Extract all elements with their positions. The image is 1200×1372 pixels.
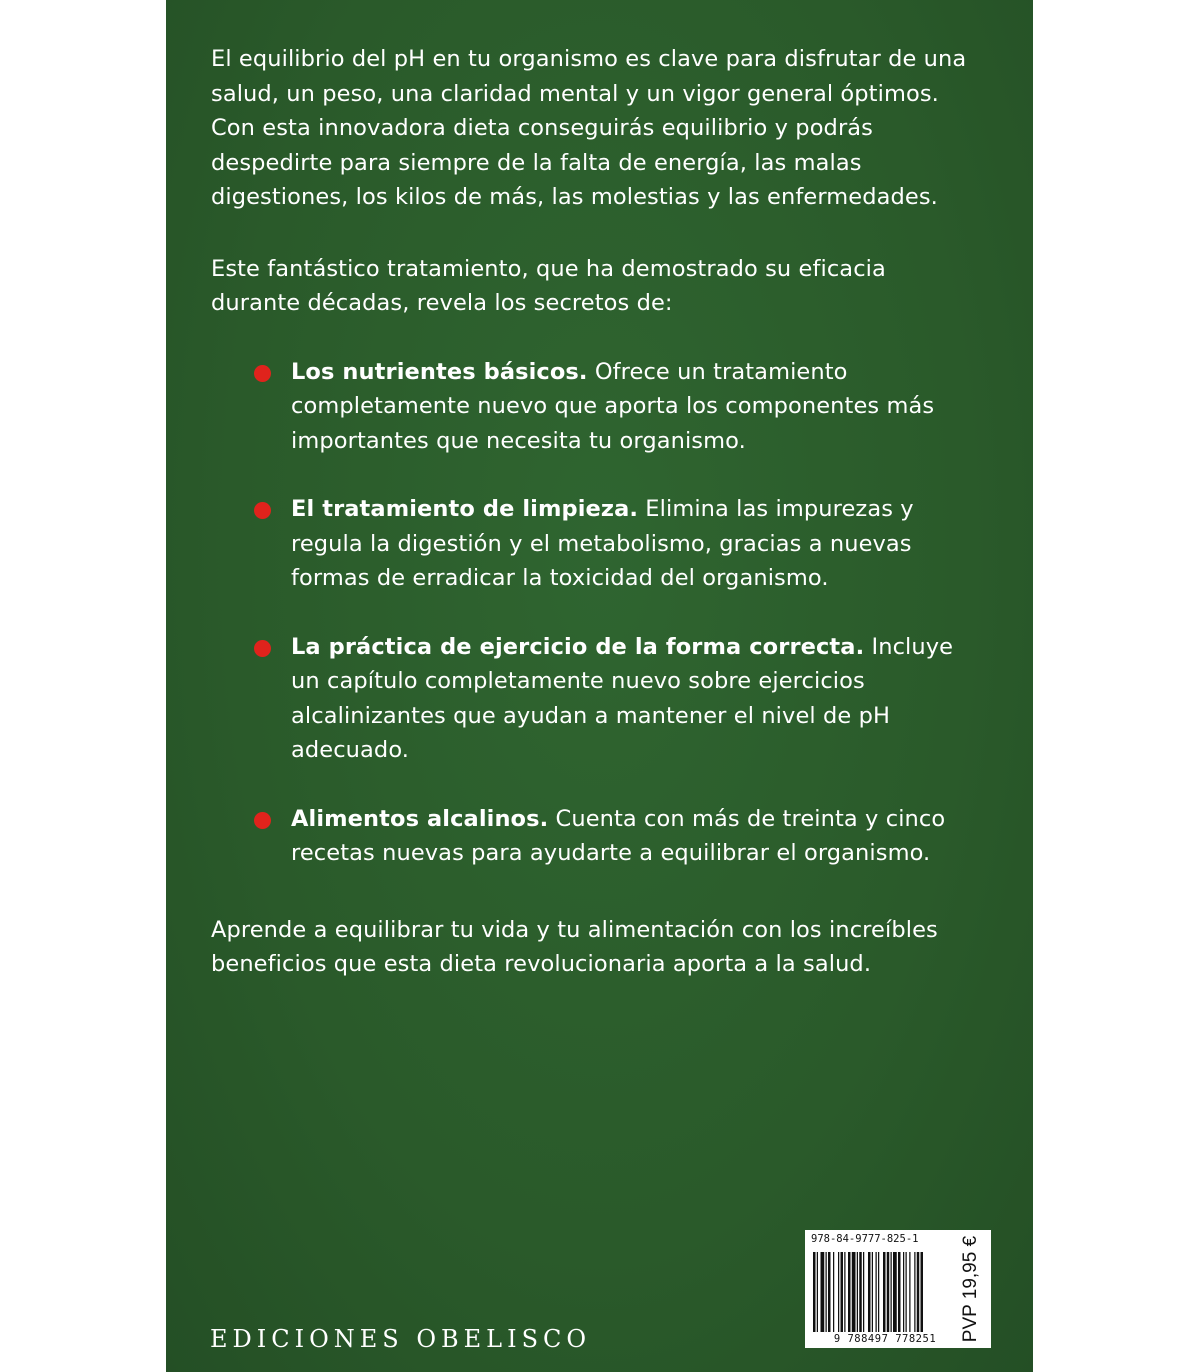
barcode-bar [859, 1252, 862, 1332]
bullet-title: Alimentos alcalinos. [291, 805, 549, 832]
lead-paragraph: Este fantástico tratamiento, que ha demostrado su eficacia durante décadas, revela los secretos de: [211, 255, 886, 316]
list-item [211, 630, 976, 768]
barcode-bar [921, 1252, 924, 1332]
barcode-icon [813, 1252, 955, 1332]
barcode-bar [893, 1252, 897, 1332]
barcode-bar [821, 1252, 825, 1332]
bullet-title: La práctica de ejercicio de la forma correcta. [291, 633, 865, 660]
bullet-dot-icon [254, 812, 271, 829]
barcode-bar [838, 1252, 839, 1332]
list-item [211, 492, 976, 596]
barcode-bar [848, 1252, 851, 1332]
bullet-text: Incluye un capítulo completamente nuevo sobre ejercicios alcalinizantes que ayudan a mantener el nivel de pH adecuado. [291, 633, 954, 763]
barcode-bar [841, 1252, 844, 1332]
barcode-bar [898, 1252, 901, 1332]
barcode-bar [903, 1252, 904, 1332]
barcode-bar [909, 1252, 910, 1332]
barcode-bar [914, 1252, 915, 1332]
barcode-bar [876, 1252, 877, 1332]
barcode-bar [878, 1252, 879, 1332]
intro-paragraph: El equilibrio del pH en tu organismo es clave para disfrutar de una salud, un peso, una claridad mental y un vigor general óptimos. Con esta innovadora dieta conseguirás equilibrio y podrás despedirte para siempre de la falta de energía, las malas digestiones, los kilos de más, las molestias y las enfermedades. [211, 46, 967, 210]
price-label: PVP 19,95 € [960, 1235, 981, 1343]
barcode-bar [883, 1252, 886, 1332]
barcode-bar [813, 1252, 816, 1332]
barcode-bar [863, 1252, 864, 1332]
barcode-bar [906, 1252, 907, 1332]
bullet-dot-icon [254, 640, 271, 657]
bullet-text: Cuenta con más de treinta y cinco recetas nuevas para ayudarte a equilibrar el organismo. [291, 805, 946, 866]
publisher-name: EDICIONES OBELISCO [210, 1325, 592, 1353]
bullet-dot-icon [254, 365, 271, 382]
barcode-bar [917, 1252, 920, 1332]
cover-text [211, 42, 976, 982]
bullet-title: El tratamiento de limpieza. [291, 496, 639, 522]
barcode-bar [826, 1252, 827, 1332]
bullet-title: Los nutrientes básicos. [291, 358, 588, 385]
isbn-label: 978-84-9777-825-1 [811, 1233, 919, 1245]
barcode-bar [817, 1252, 818, 1332]
feature-list [211, 355, 976, 871]
barcode-bar [891, 1252, 892, 1332]
list-item [211, 355, 976, 459]
barcode-bar [872, 1252, 873, 1332]
bullet-text: Elimina las impurezas y regula la digestión y el metabolismo, gracias a nuevas formas de erradicar la toxicidad del organismo. [291, 496, 914, 591]
barcode-bar [833, 1252, 834, 1332]
barcode-box [805, 1230, 991, 1348]
barcode-bar [887, 1252, 890, 1332]
barcode-bar [844, 1252, 845, 1332]
closing-paragraph: Aprende a equilibrar tu vida y tu alimentación con los increíbles beneficios que esta dieta revolucionaria aporta a la salud. [211, 916, 938, 977]
barcode-bar [828, 1252, 831, 1332]
barcode-bar [868, 1252, 871, 1332]
barcode-digits: 9 788497 778251 [833, 1333, 937, 1345]
list-item [211, 802, 976, 871]
bullet-dot-icon [254, 502, 271, 519]
bullet-text: Ofrece un tratamiento completamente nuevo que aporta los componentes más importantes que necesita tu organismo. [291, 358, 935, 454]
barcode-bar [852, 1252, 856, 1332]
barcode-bar [857, 1252, 858, 1332]
